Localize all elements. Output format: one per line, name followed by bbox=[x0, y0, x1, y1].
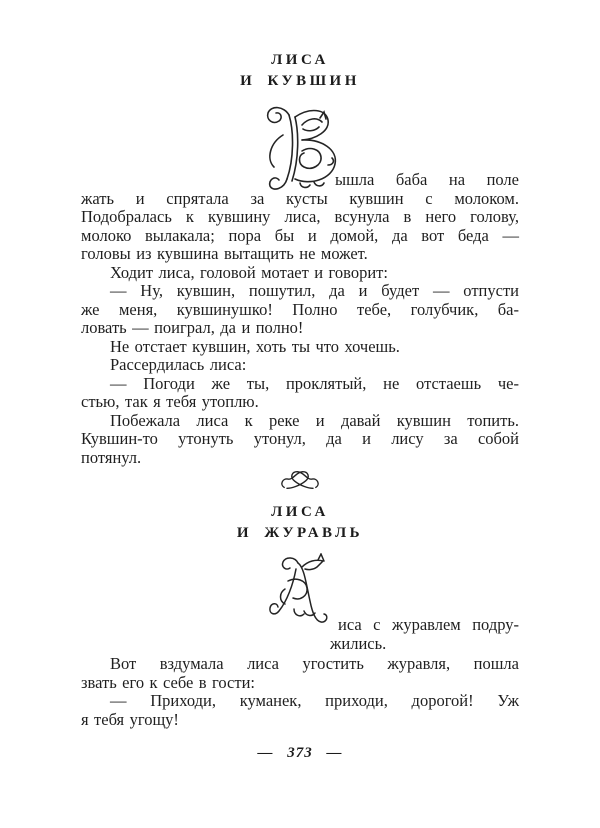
text-line: Не отстает кувшин, хоть ты что хочешь. bbox=[110, 336, 400, 356]
text-line: я тебя угощу! bbox=[81, 709, 179, 729]
text-line: потянул. bbox=[81, 447, 142, 467]
dropcap-initial-l-icon bbox=[268, 553, 330, 633]
text-line: Подобралась к кувшину лиса, всунула в него голову, bbox=[81, 207, 519, 226]
story-body bbox=[81, 655, 519, 729]
dropcap-initial-v-icon bbox=[258, 103, 348, 195]
text-line: же меня, кувшинушко! Полно тебе, голубчик, ба- bbox=[81, 299, 519, 319]
text-line: Рассердилась лиса: bbox=[110, 355, 247, 374]
text-line: звать его к себе в гости: bbox=[81, 672, 256, 692]
text-line: — Приходи, куманек, приходи, дорогой! Уж bbox=[110, 691, 519, 710]
text-line: иса с журавлем подру- bbox=[338, 615, 519, 634]
text-line: молоко вылакала; пора бы и домой, да вот беда — bbox=[81, 225, 519, 245]
text-column bbox=[81, 50, 519, 762]
text-line: стью, так я тебя утоплю. bbox=[81, 392, 259, 411]
story-fox-and-crane bbox=[81, 502, 519, 729]
title-line: И ЖУРАВЛЬ bbox=[236, 525, 364, 541]
text-line: жать и спрятала за кусты кувшин с молоком. bbox=[81, 188, 519, 208]
text-line: жились. bbox=[330, 633, 387, 653]
title-line: ЛИСА bbox=[271, 504, 329, 520]
story-opening bbox=[81, 553, 519, 653]
story-opening bbox=[81, 103, 519, 190]
text-line: ловать — поиграл, да и полно! bbox=[81, 318, 304, 337]
text-line: головы из кувшина вытащить не может. bbox=[81, 244, 368, 263]
text-line: Вот вздумала лиса угостить журавля, пошла bbox=[110, 654, 519, 673]
story-title-fox-and-crane bbox=[81, 502, 519, 544]
story-body bbox=[81, 190, 519, 468]
story-fox-and-jug bbox=[81, 50, 519, 467]
story-title-fox-and-jug bbox=[81, 50, 519, 92]
text-line: Кувшин-то утонуть утонул, да и лису за собой bbox=[81, 429, 519, 448]
divider-knot-icon bbox=[278, 478, 322, 497]
page-number: — 373 — bbox=[257, 745, 343, 761]
section-divider bbox=[81, 467, 519, 493]
text-line: — Ну, кувшин, пошутил, да и будет — отпусти bbox=[110, 281, 519, 300]
title-line: И КУВШИН bbox=[240, 73, 360, 89]
text-line: — Погоди же ты, проклятый, не отстаешь че- bbox=[110, 373, 519, 393]
title-line: ЛИСА bbox=[271, 52, 329, 68]
text-line: ышла баба на поле bbox=[335, 170, 519, 189]
text-line: Побежала лиса к реке и давай кувшин топить. bbox=[110, 410, 519, 430]
text-line: Ходит лиса, головой мотает и говорит: bbox=[110, 262, 388, 282]
